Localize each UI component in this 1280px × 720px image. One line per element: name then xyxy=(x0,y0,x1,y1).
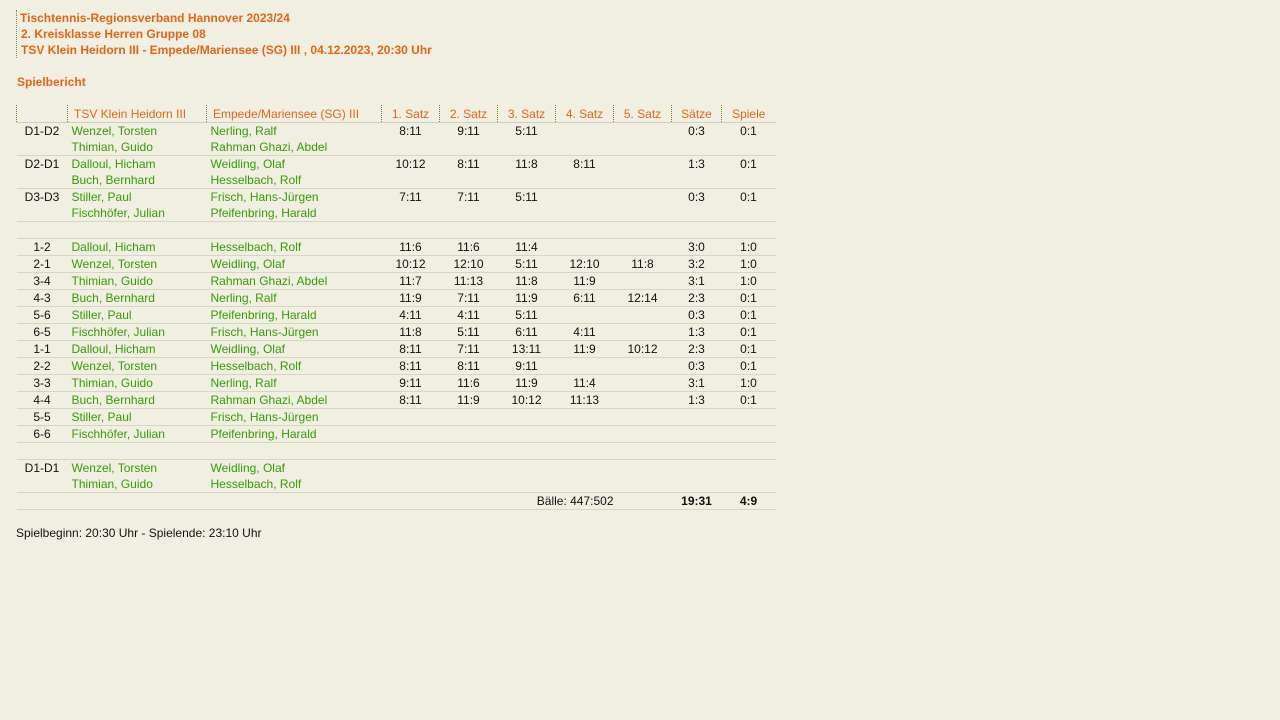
home-player: Stiller, Paul xyxy=(68,307,207,324)
set-score-3: 5:11 xyxy=(515,190,538,204)
set-score-1: 11:6 xyxy=(382,239,440,256)
spacer-row xyxy=(17,443,776,460)
col-header-spiele: Spiele xyxy=(722,105,776,123)
home-player: Dalloul, Hicham xyxy=(71,157,156,171)
away-player: Rahman Ghazi, Abdel xyxy=(207,139,382,156)
set-score-1: 9:11 xyxy=(382,375,440,392)
spiele-result: 0:1 xyxy=(722,341,776,358)
away-player: Nerling, Ralf xyxy=(207,290,382,307)
spiele-result: 0:1 xyxy=(722,307,776,324)
col-header-set3: 3. Satz xyxy=(498,105,556,123)
table-row xyxy=(17,460,776,477)
set-score-4 xyxy=(556,172,614,189)
home-player: Thimian, Guido xyxy=(68,476,207,493)
away-player: Frisch, Hans-Jürgen xyxy=(207,324,382,341)
home-player: Dalloul, Hicham xyxy=(68,239,207,256)
match-code: 1-2 xyxy=(17,239,68,256)
match-code: 3-3 xyxy=(17,375,68,392)
set-score-4 xyxy=(556,409,614,426)
saetze-result: 3:1 xyxy=(672,273,722,290)
spiele-result xyxy=(722,172,776,189)
home-player: Wenzel, Torsten xyxy=(71,461,158,475)
saetze-result: 0:3 xyxy=(672,358,722,375)
set-score-3 xyxy=(498,426,556,443)
away-player: Frisch, Hans-Jürgen xyxy=(210,190,319,204)
match-code: 4-4 xyxy=(17,392,68,409)
set-score-3: 11:9 xyxy=(498,375,556,392)
set-score-3: 13:11 xyxy=(498,341,556,358)
away-player: Hesselbach, Rolf xyxy=(207,172,382,189)
set-score-1: 11:8 xyxy=(382,324,440,341)
home-player: Buch, Bernhard xyxy=(68,290,207,307)
away-player: Rahman Ghazi, Abdel xyxy=(207,273,382,290)
away-player: Weidling, Olaf xyxy=(207,341,382,358)
saetze-result xyxy=(672,409,722,426)
match-code: 3-4 xyxy=(17,273,68,290)
spiele-result: 1:0 xyxy=(722,256,776,273)
set-score-4: 6:11 xyxy=(556,290,614,307)
away-player: Nerling, Ralf xyxy=(210,124,277,138)
match-code xyxy=(17,172,68,189)
set-score-4 xyxy=(556,189,614,206)
report-title: Spielbericht xyxy=(17,75,86,89)
set-score-5 xyxy=(614,409,672,426)
set-score-4 xyxy=(556,358,614,375)
set-score-3: 5:11 xyxy=(498,256,556,273)
home-player: Wenzel, Torsten xyxy=(68,256,207,273)
set-score-4 xyxy=(556,139,614,156)
set-score-2: 9:11 xyxy=(457,124,480,138)
saetze-result: 0:3 xyxy=(688,190,705,204)
table-row xyxy=(17,324,776,341)
table-row xyxy=(17,392,776,409)
saetze-result: 2:3 xyxy=(672,341,722,358)
set-score-5 xyxy=(614,172,672,189)
away-player: Hesselbach, Rolf xyxy=(207,358,382,375)
saetze-result xyxy=(672,139,722,156)
match-code: D1-D1 xyxy=(24,461,60,475)
set-score-5: 10:12 xyxy=(614,341,672,358)
table-row xyxy=(17,139,776,156)
spiele-result xyxy=(722,476,776,493)
spiele-result: 0:1 xyxy=(722,324,776,341)
totals-row xyxy=(17,493,776,510)
col-header-set4: 4. Satz xyxy=(556,105,614,123)
away-player: Pfeifenbring, Harald xyxy=(207,307,382,324)
set-score-4 xyxy=(556,205,614,222)
spiele-result: 0:1 xyxy=(722,392,776,409)
table-row xyxy=(17,375,776,392)
match-code xyxy=(17,139,68,156)
match-code: 6-5 xyxy=(17,324,68,341)
spiele-result: 1:0 xyxy=(722,375,776,392)
set-score-1: 4:11 xyxy=(382,307,440,324)
set-score-1 xyxy=(382,460,440,477)
set-score-1: 8:11 xyxy=(382,358,440,375)
set-score-3 xyxy=(498,476,556,493)
saetze-result: 0:3 xyxy=(672,307,722,324)
table-row xyxy=(17,156,776,173)
home-player: Stiller, Paul xyxy=(71,190,132,204)
set-score-3: 11:8 xyxy=(515,157,538,171)
home-player: Buch, Bernhard xyxy=(68,172,207,189)
match-report-table xyxy=(16,105,776,510)
home-player: Fischhöfer, Julian xyxy=(68,205,207,222)
table-row xyxy=(17,256,776,273)
set-score-4: 11:13 xyxy=(556,392,614,409)
col-header-away: Empede/Mariensee (SG) III xyxy=(207,105,382,123)
set-score-1 xyxy=(382,172,440,189)
set-score-3: 11:9 xyxy=(498,290,556,307)
match-code xyxy=(17,476,68,493)
set-score-3: 11:4 xyxy=(498,239,556,256)
saetze-result: 1:3 xyxy=(672,324,722,341)
match-times: Spielbeginn: 20:30 Uhr - Spielende: 23:10 Uhr xyxy=(16,526,262,540)
spiele-result: 0:1 xyxy=(740,190,757,204)
set-score-5 xyxy=(614,139,672,156)
away-player: Nerling, Ralf xyxy=(207,375,382,392)
totals-spacer xyxy=(614,493,672,510)
set-score-5 xyxy=(614,307,672,324)
set-score-5: 11:8 xyxy=(614,256,672,273)
set-score-5 xyxy=(614,460,672,477)
set-score-2: 11:13 xyxy=(440,273,498,290)
saetze-result xyxy=(672,460,722,477)
match-code: D1-D2 xyxy=(24,124,60,138)
match-code xyxy=(17,205,68,222)
set-score-2: 7:11 xyxy=(440,341,498,358)
away-player: Rahman Ghazi, Abdel xyxy=(207,392,382,409)
away-player: Weidling, Olaf xyxy=(210,461,285,475)
set-score-5 xyxy=(614,189,672,206)
home-player: Buch, Bernhard xyxy=(68,392,207,409)
match-code: D3-D3 xyxy=(24,190,60,204)
set-score-2 xyxy=(440,460,498,477)
home-player: Thimian, Guido xyxy=(68,375,207,392)
match-rows xyxy=(17,123,776,493)
set-score-1 xyxy=(382,476,440,493)
set-score-4 xyxy=(556,476,614,493)
set-score-1 xyxy=(382,205,440,222)
spiele-result xyxy=(722,205,776,222)
spacer-cell xyxy=(17,222,776,239)
table-row xyxy=(17,476,776,493)
set-score-4 xyxy=(556,239,614,256)
set-score-2: 8:11 xyxy=(440,358,498,375)
table-row xyxy=(17,273,776,290)
set-score-2 xyxy=(440,426,498,443)
table-header-row xyxy=(17,105,776,123)
away-player: Weidling, Olaf xyxy=(207,256,382,273)
away-player: Pfeifenbring, Harald xyxy=(207,426,382,443)
set-score-1 xyxy=(382,139,440,156)
table-row xyxy=(17,239,776,256)
set-score-4 xyxy=(556,307,614,324)
set-score-1: 10:12 xyxy=(395,157,426,171)
set-score-5 xyxy=(614,476,672,493)
league-header xyxy=(16,10,432,58)
spiele-result: 0:1 xyxy=(722,358,776,375)
set-score-2: 8:11 xyxy=(457,157,480,171)
set-score-4 xyxy=(556,123,614,140)
set-score-4: 4:11 xyxy=(556,324,614,341)
set-score-2: 11:9 xyxy=(440,392,498,409)
spiele-result xyxy=(722,409,776,426)
saetze-result xyxy=(672,476,722,493)
home-player: Dalloul, Hicham xyxy=(68,341,207,358)
away-player: Hesselbach, Rolf xyxy=(207,239,382,256)
set-score-5 xyxy=(614,358,672,375)
set-score-1: 8:11 xyxy=(399,124,422,138)
set-score-5 xyxy=(614,156,672,173)
home-player: Fischhöfer, Julian xyxy=(68,426,207,443)
table-row xyxy=(17,172,776,189)
saetze-result: 3:1 xyxy=(672,375,722,392)
saetze-result: 3:2 xyxy=(672,256,722,273)
match-code: 5-5 xyxy=(17,409,68,426)
set-score-3: 5:11 xyxy=(498,307,556,324)
table-row xyxy=(17,189,776,206)
association-title: Tischtennis-Regionsverband Hannover 2023/24 xyxy=(20,11,290,25)
set-score-4: 12:10 xyxy=(556,256,614,273)
set-score-5 xyxy=(614,324,672,341)
set-score-3: 6:11 xyxy=(498,324,556,341)
set-score-5 xyxy=(614,273,672,290)
set-score-3: 11:8 xyxy=(498,273,556,290)
set-score-2 xyxy=(440,172,498,189)
set-score-4: 8:11 xyxy=(573,157,596,171)
set-score-2 xyxy=(440,476,498,493)
set-score-4: 11:4 xyxy=(556,375,614,392)
away-player: Pfeifenbring, Harald xyxy=(207,205,382,222)
set-score-3 xyxy=(498,139,556,156)
table-row xyxy=(17,409,776,426)
set-score-3 xyxy=(498,172,556,189)
saetze-result xyxy=(672,172,722,189)
set-score-5 xyxy=(614,375,672,392)
table-row xyxy=(17,358,776,375)
home-player: Wenzel, Torsten xyxy=(68,358,207,375)
set-score-5 xyxy=(614,426,672,443)
total-balls: Bälle: 447:502 xyxy=(17,493,614,510)
saetze-result xyxy=(672,426,722,443)
total-spiele: 4:9 xyxy=(722,493,776,510)
set-score-2: 11:6 xyxy=(440,375,498,392)
set-score-5 xyxy=(614,205,672,222)
spiele-result: 0:1 xyxy=(722,290,776,307)
set-score-5 xyxy=(614,239,672,256)
saetze-result: 1:3 xyxy=(688,157,705,171)
match-code: 6-6 xyxy=(17,426,68,443)
col-header-saetze: Sätze xyxy=(672,105,722,123)
set-score-1: 11:9 xyxy=(382,290,440,307)
set-score-2: 5:11 xyxy=(440,324,498,341)
set-score-1: 8:11 xyxy=(382,392,440,409)
set-score-2 xyxy=(440,409,498,426)
spiele-result xyxy=(722,139,776,156)
division-title: 2. Kreisklasse Herren Gruppe 08 xyxy=(21,27,206,41)
table-row xyxy=(17,307,776,324)
set-score-1: 8:11 xyxy=(382,341,440,358)
set-score-2 xyxy=(440,139,498,156)
saetze-result xyxy=(672,205,722,222)
col-header-set2: 2. Satz xyxy=(440,105,498,123)
spiele-result xyxy=(722,460,776,477)
spiele-result: 0:1 xyxy=(740,124,757,138)
set-score-3: 10:12 xyxy=(498,392,556,409)
set-score-5: 12:14 xyxy=(614,290,672,307)
set-score-2: 7:11 xyxy=(457,190,480,204)
set-score-5 xyxy=(614,123,672,140)
spacer-row xyxy=(17,222,776,239)
set-score-1: 10:12 xyxy=(382,256,440,273)
saetze-result: 3:0 xyxy=(672,239,722,256)
set-score-5 xyxy=(614,392,672,409)
spiele-result: 1:0 xyxy=(722,239,776,256)
set-score-1: 11:7 xyxy=(382,273,440,290)
spiele-result xyxy=(722,426,776,443)
col-header-set1: 1. Satz xyxy=(382,105,440,123)
set-score-3 xyxy=(498,460,556,477)
table-row xyxy=(17,123,776,140)
saetze-result: 0:3 xyxy=(688,124,705,138)
away-player: Hesselbach, Rolf xyxy=(207,476,382,493)
match-code: 2-1 xyxy=(17,256,68,273)
home-player: Thimian, Guido xyxy=(68,139,207,156)
home-player: Stiller, Paul xyxy=(68,409,207,426)
set-score-2: 7:11 xyxy=(440,290,498,307)
set-score-3 xyxy=(498,409,556,426)
set-score-2: 11:6 xyxy=(440,239,498,256)
set-score-4 xyxy=(556,426,614,443)
set-score-4: 11:9 xyxy=(556,273,614,290)
match-code: 2-2 xyxy=(17,358,68,375)
set-score-3: 9:11 xyxy=(498,358,556,375)
set-score-1 xyxy=(382,426,440,443)
away-player: Weidling, Olaf xyxy=(210,157,285,171)
set-score-3 xyxy=(498,205,556,222)
match-code: 1-1 xyxy=(17,341,68,358)
set-score-1: 7:11 xyxy=(399,190,422,204)
home-player: Fischhöfer, Julian xyxy=(68,324,207,341)
col-header-set5: 5. Satz xyxy=(614,105,672,123)
spacer-cell xyxy=(17,443,776,460)
saetze-result: 1:3 xyxy=(672,392,722,409)
set-score-2 xyxy=(440,205,498,222)
saetze-result: 2:3 xyxy=(672,290,722,307)
set-score-3: 5:11 xyxy=(515,124,538,138)
set-score-4 xyxy=(556,460,614,477)
match-code: D2-D1 xyxy=(24,157,60,171)
col-header-home: TSV Klein Heidorn III xyxy=(68,105,207,123)
away-player: Frisch, Hans-Jürgen xyxy=(207,409,382,426)
spiele-result: 0:1 xyxy=(740,157,757,171)
table-row xyxy=(17,426,776,443)
match-title: TSV Klein Heidorn III - Empede/Mariensee (SG) III , 04.12.2023, 20:30 Uhr xyxy=(21,43,432,57)
home-player: Thimian, Guido xyxy=(68,273,207,290)
set-score-4: 11:9 xyxy=(556,341,614,358)
table-row xyxy=(17,290,776,307)
set-score-2: 4:11 xyxy=(440,307,498,324)
spiele-result: 1:0 xyxy=(722,273,776,290)
set-score-1 xyxy=(382,409,440,426)
home-player: Wenzel, Torsten xyxy=(71,124,158,138)
total-saetze: 19:31 xyxy=(672,493,722,510)
table-row xyxy=(17,341,776,358)
set-score-2: 12:10 xyxy=(440,256,498,273)
match-code: 5-6 xyxy=(17,307,68,324)
match-code: 4-3 xyxy=(17,290,68,307)
col-header-code xyxy=(17,105,68,123)
table-row xyxy=(17,205,776,222)
